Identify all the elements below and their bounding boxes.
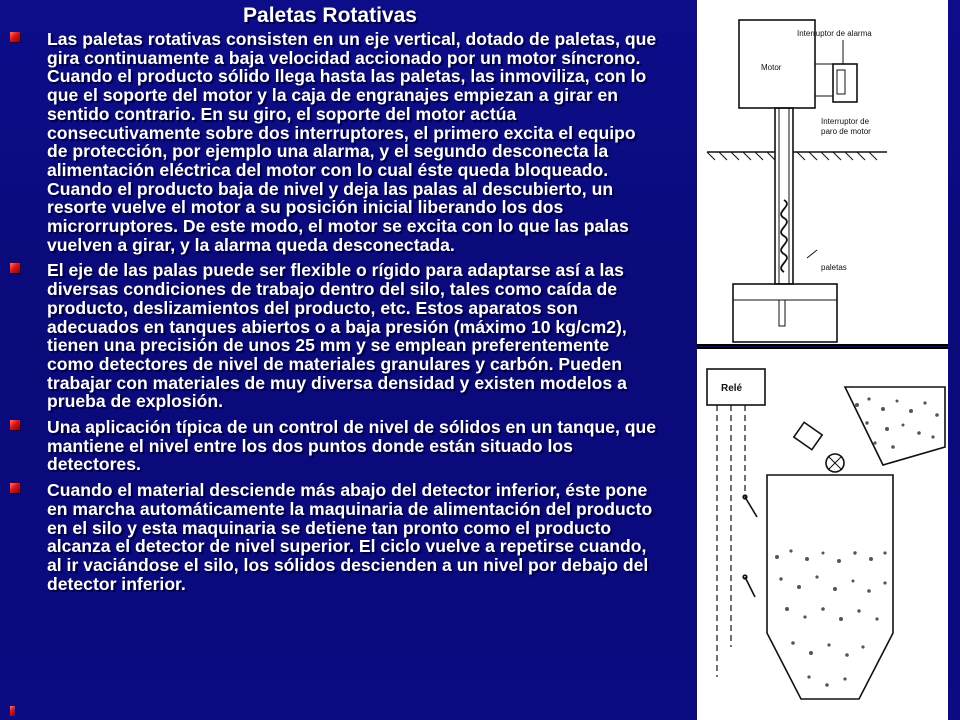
bullet-square-icon [10, 420, 20, 430]
motor-label: Motor [761, 63, 782, 72]
relay-label: Relé [721, 383, 743, 394]
empty-bullet-square-icon [10, 706, 15, 716]
bullet-text: Una aplicación típica de un control de nivel de sólidos en un tanque, que mantiene el nivel entre los dos puntos donde están situado los detectores. [47, 417, 657, 475]
paddle-switch-svg [697, 0, 948, 346]
bullet-text: Las paletas rotativas consisten en un eje vertical, dotado de paletas, que gira continuamente a baja velocidad accionado por un motor síncrono. Cuando el producto sólido llega hasta las paletas, las inmoviliza, con lo que el soporte del motor y la caja de engranajes empiezan a girar en sentido contrario. En su giro, el soporte del motor actúa consecutivamente sobre dos interruptores, el primero excita el equipo de protección, por ejemplo una alarma, y el segundo desconecta la alimentación eléctrica del motor con lo cual éste queda bloqueado. Cuando el producto baja de nivel y deja las palas al descubierto, un resorte vuelve el motor a su posición inicial liberando los dos microrruptores. De este modo, el motor se excita con lo que las palas vuelven a girar, y la alarma queda desconectada. [47, 29, 657, 255]
bullet-text: Cuando el material desciende más abajo del detector inferior, éste pone en marcha automáticamente la maquinaria de alimentación del producto en el silo y esta maquinaria se detiene tan pronto como el producto alcanza el detector de nivel superior. El ciclo vuelve a repetirse cuando, al ir vaciándose el silo, los sólidos descienden a un nivel por debajo del detector inferior. [47, 480, 653, 594]
figure-divider [697, 344, 948, 346]
slide-title: Paletas Rotativas [243, 4, 417, 27]
bullet-list [8, 30, 658, 600]
bullet-square-icon [10, 483, 20, 493]
bullet-item [8, 481, 658, 593]
silo-level-control-diagram [697, 347, 948, 720]
motor-stop-switch-label-2: paro de motor [821, 127, 871, 136]
bullet-text: El eje de las palas puede ser flexible o rígido para adaptarse así a las diversas condiciones de trabajo dentro del silo, tales como caída de producto, deslizamientos del producto, etc. Estos aparatos son adecuados en tanques abiertos o a baja presión (máximo 10 kg/cm2), tienen una precisión de unos 25 mm y se emplean preferentemente como detectores de nivel de materiales granulares y carbón. Pueden trabajar con materiales de muy diversa densidad y existen modelos a prueba de explosión. [47, 260, 627, 412]
bullet-square-icon [10, 32, 20, 42]
silo-level-control-svg [697, 347, 948, 720]
paddles-label: paletas [821, 263, 847, 272]
alarm-switch-label: Interruptor de alarma [797, 29, 872, 38]
figure-top-border [697, 347, 948, 349]
motor-stop-switch-label-1: Interruptor de [821, 117, 870, 126]
bullet-item [8, 418, 658, 474]
bullet-square-icon [10, 263, 20, 273]
bullet-item [8, 30, 658, 254]
paddle-switch-diagram [697, 0, 948, 346]
bullet-item [8, 261, 658, 411]
